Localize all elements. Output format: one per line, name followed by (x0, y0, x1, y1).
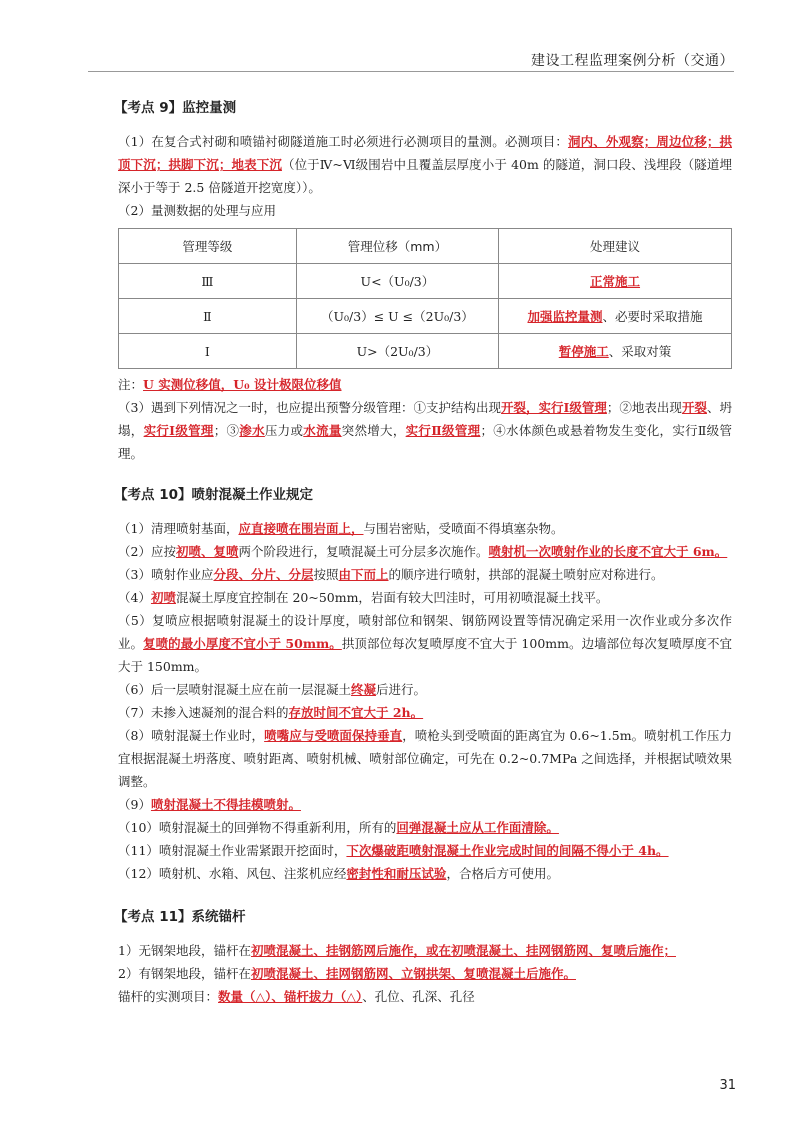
sec9-paragraph-3: （3）遇到下列情况之一时，也应提出预警分级管理：①支护结构出现开裂，实行Ⅰ级管理；②地表出现开裂、坍塌，实行Ⅰ级管理；③渗水压力或水流量突然增大，实行Ⅱ级管理；④水体颜色或悬着物发生变化，实行Ⅱ级管理。 (118, 400, 732, 461)
sec10-item-1: （1）清理喷射基面，应直接喷在围岩面上，与围岩密贴，受喷面不得填塞杂物。 (118, 521, 564, 536)
sec10-item-2: （2）应按初喷、复喷两个阶段进行，复喷混凝土可分层多次施作。喷射机一次喷射作业的长度不宜大于 6m。 (118, 544, 728, 559)
sec10-item-8: （8）喷射混凝土作业时，喷嘴应与受喷面保持垂直，喷枪头到受喷面的距离宜为 0.6~1.5m。喷射机工作压力宜根据混凝土坍落度、喷射距离、喷射机械、喷射部位确定，可先在 0.2~0.7MPa 之间选择，并根据试喷效果调整。 (118, 728, 732, 789)
page-header (0, 0, 800, 74)
page-number: 31 (719, 1078, 736, 1093)
table-cell-level: Ⅱ (119, 299, 297, 334)
sec9-paragraph-1: （1）在复合式衬砌和喷锚衬砌隧道施工时必须进行必测项目的量测。必测项目：洞内、外观察；周边位移；拱顶下沉；拱脚下沉；地表下沉（位于Ⅳ~Ⅵ级围岩中且覆盖层厚度小于 40m 的隧道，洞口段、浅埋段（隧道埋深小于等于 2.5 倍隧道开挖宽度））。 (118, 134, 732, 195)
table-note: 注：U 实测位移值，U₀ 设计极限位移值 (118, 377, 342, 392)
sec10-item-12: （12）喷射机、水箱、风包、注浆机应经密封性和耐压试验，合格后方可使用。 (118, 866, 559, 881)
table-header: 处理建议 (499, 229, 732, 264)
table-cell-displacement: （U₀/3）≤ U ≤（2U₀/3） (296, 299, 498, 334)
table-cell-level: Ⅰ (119, 334, 297, 369)
section-9-title: 【考点 9】监控量测 (114, 100, 237, 116)
table-header: 管理位移（mm） (296, 229, 498, 264)
book-title: 建设工程监理案例分析（交通） (531, 53, 734, 69)
section-11-title: 【考点 11】系统锚杆 (114, 909, 246, 925)
sec10-item-9: （9）喷射混凝土不得挂模喷射。 (118, 797, 301, 812)
table-row (119, 334, 732, 369)
sec10-item-3: （3）喷射作业应分段、分片、分层按照由下而上的顺序进行喷射，拱部的混凝土喷射应对称进行。 (118, 567, 664, 582)
sec10-item-10: （10）喷射混凝土的回弹物不得重新利用，所有的回弹混凝土应从工作面清除。 (118, 820, 559, 835)
table-cell-advice: 暂停施工、采取对策 (499, 334, 732, 369)
table-cell-advice: 正常施工 (499, 264, 732, 299)
sec9-paragraph-2: （2）量测数据的处理与应用 (118, 203, 276, 218)
header-divider (88, 71, 734, 72)
table-row (119, 299, 732, 334)
sec11-item-2: 2）有钢架地段，锚杆在初喷混凝土、挂网钢筋网、立钢拱架、复喷混凝土后施作。 (118, 966, 576, 981)
table-cell-level: Ⅲ (119, 264, 297, 299)
section-10-title: 【考点 10】喷射混凝土作业规定 (114, 487, 313, 503)
table-header: 管理等级 (119, 229, 297, 264)
sec10-item-11: （11）喷射混凝土作业需紧跟开挖面时，下次爆破距喷射混凝土作业完成时间的间隔不得小于 4h。 (118, 843, 669, 858)
table-cell-displacement: U>（2U₀/3） (296, 334, 498, 369)
sec10-item-7: （7）未掺入速凝剂的混合料的存放时间不宜大于 2h。 (118, 705, 424, 720)
table-cell-advice: 加强监控量测、必要时采取措施 (499, 299, 732, 334)
table-cell-displacement: U<（U₀/3） (296, 264, 498, 299)
sec11-item-3: 锚杆的实测项目：数量（△）、锚杆拔力（△）、孔位、孔深、孔径 (118, 989, 475, 1004)
sec10-item-4: （4）初喷混凝土厚度宜控制在 20~50mm，岩面有较大凹洼时，可用初喷混凝土找平。 (118, 590, 609, 605)
table-header-row (119, 229, 732, 264)
monitoring-table (118, 228, 732, 369)
sec11-item-1: 1）无钢架地段，锚杆在初喷混凝土、挂钢筋网后施作，或在初喷混凝土、挂网钢筋网、复喷后施作； (118, 943, 676, 958)
sec10-item-5: （5）复喷应根据喷射混凝土的设计厚度，喷射部位和钢架、钢筋网设置等情况确定采用一次作业或分多次作业。复喷的最小厚度不宜小于 50mm。拱顶部位每次复喷厚度不宜大于 100mm。边墙部位每次复喷厚度不宜大于 150mm。 (118, 613, 733, 674)
table-row (119, 264, 732, 299)
page-content (114, 96, 733, 1008)
sec10-item-6: （6）后一层喷射混凝土应在前一层混凝土终凝后进行。 (118, 682, 426, 697)
